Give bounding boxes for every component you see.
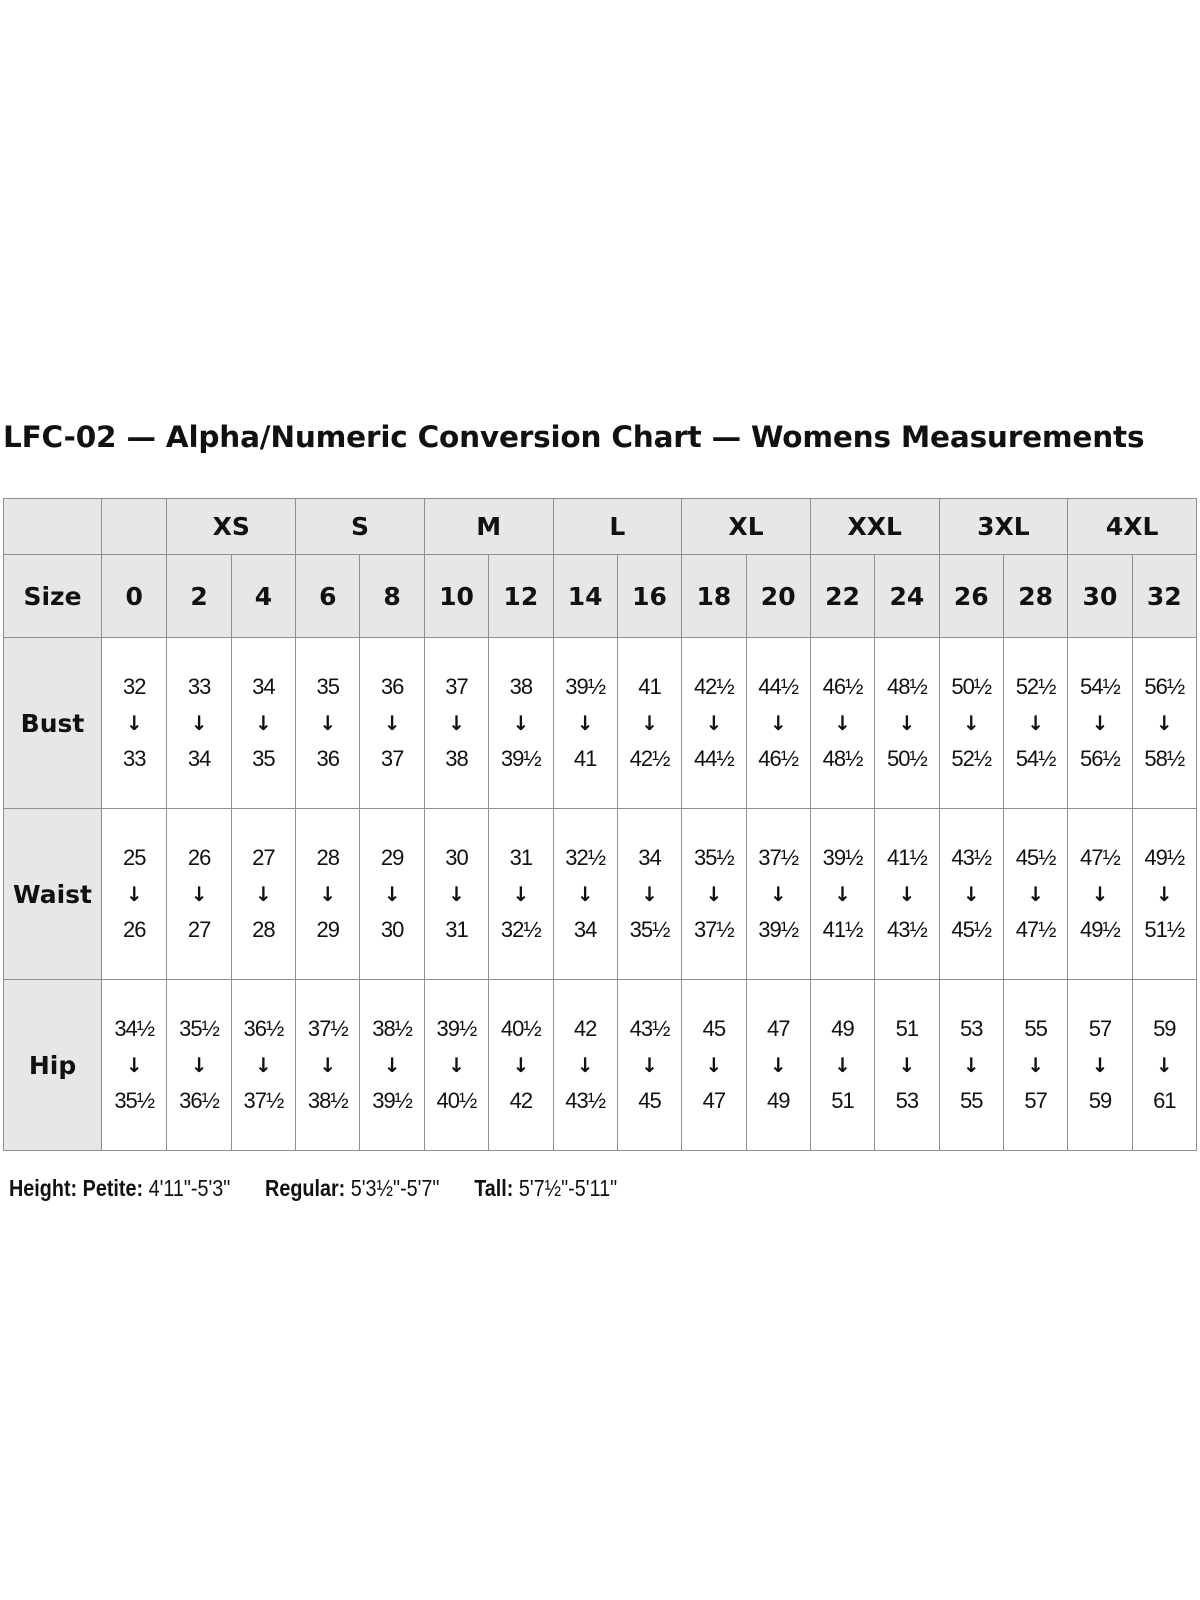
range-from-value: 34 bbox=[638, 845, 661, 870]
hip-range-cell bbox=[1003, 980, 1067, 1151]
range-to-value: 42 bbox=[509, 1088, 533, 1113]
regular-value: 5'3½"-5'7" bbox=[350, 1175, 440, 1201]
numeric-size-header: 6 bbox=[296, 555, 360, 638]
range-from-value: 32 bbox=[122, 674, 146, 699]
bust-range-cell bbox=[424, 638, 488, 809]
range-to-value: 46½ bbox=[758, 746, 799, 771]
range-from-value: 51 bbox=[895, 1016, 919, 1041]
range-to-value: 41 bbox=[573, 746, 597, 771]
range-from-value: 41 bbox=[638, 674, 661, 699]
waist-row-label: Waist bbox=[4, 809, 102, 980]
waist-range-cell bbox=[553, 809, 617, 980]
range-to-value: 50½ bbox=[886, 746, 927, 771]
down-arrow-icon: ↓ bbox=[1027, 882, 1044, 906]
range-to-value: 45½ bbox=[951, 917, 992, 942]
hip-range-cell bbox=[231, 980, 295, 1151]
bust-range-cell bbox=[102, 638, 167, 809]
waist-range-cell bbox=[875, 809, 939, 980]
down-arrow-icon: ↓ bbox=[512, 1053, 530, 1077]
range-to-value: 37½ bbox=[243, 1088, 284, 1113]
down-arrow-icon: ↓ bbox=[1027, 711, 1044, 735]
range-to-value: 56½ bbox=[1080, 746, 1120, 771]
range-from-value: 30 bbox=[445, 845, 468, 870]
numeric-size-header: 8 bbox=[360, 555, 424, 638]
range-to-value: 27 bbox=[187, 917, 211, 942]
range-from-value: 50½ bbox=[951, 674, 992, 699]
down-arrow-icon: ↓ bbox=[255, 711, 272, 735]
range-to-value: 59 bbox=[1088, 1088, 1112, 1113]
hip-range-cell bbox=[682, 980, 746, 1151]
numeric-size-header: 26 bbox=[939, 555, 1003, 638]
down-arrow-icon: ↓ bbox=[1091, 711, 1109, 735]
range-to-value: 34 bbox=[187, 746, 211, 771]
regular-label: Regular: bbox=[265, 1175, 346, 1201]
range-to-value: 32½ bbox=[500, 917, 541, 942]
range-to-value: 57 bbox=[1024, 1088, 1047, 1113]
range-to-value: 39½ bbox=[500, 746, 541, 771]
bust-range-cell bbox=[1003, 638, 1067, 809]
height-footnote bbox=[9, 1177, 617, 1200]
numeric-size-header: 2 bbox=[167, 555, 231, 638]
down-arrow-icon: ↓ bbox=[1155, 1053, 1173, 1077]
range-to-value: 39½ bbox=[372, 1088, 413, 1113]
range-from-value: 37½ bbox=[307, 1016, 348, 1041]
range-to-value: 43½ bbox=[565, 1088, 606, 1113]
hip-row-label: Hip bbox=[4, 980, 102, 1151]
range-from-value: 37 bbox=[445, 674, 468, 699]
down-arrow-icon: ↓ bbox=[962, 882, 980, 906]
range-from-value: 43½ bbox=[951, 845, 992, 870]
down-arrow-icon: ↓ bbox=[641, 711, 658, 735]
range-from-value: 38 bbox=[509, 674, 533, 699]
waist-range-cell bbox=[617, 809, 681, 980]
numeric-size-header: 4 bbox=[231, 555, 295, 638]
alpha-size-header: M bbox=[424, 499, 553, 555]
waist-range-cell bbox=[682, 809, 746, 980]
alpha-size-header: XXL bbox=[810, 499, 939, 555]
range-to-value: 26 bbox=[122, 917, 146, 942]
down-arrow-icon: ↓ bbox=[319, 711, 337, 735]
hip-range-cell bbox=[1132, 980, 1196, 1151]
hip-range-cell bbox=[810, 980, 874, 1151]
alpha-size-header: L bbox=[553, 499, 682, 555]
range-from-value: 28 bbox=[316, 845, 339, 870]
down-arrow-icon: ↓ bbox=[383, 1053, 401, 1077]
bust-range-cell bbox=[810, 638, 874, 809]
range-to-value: 39½ bbox=[758, 917, 799, 942]
range-from-value: 47½ bbox=[1080, 845, 1120, 870]
range-to-value: 52½ bbox=[951, 746, 992, 771]
range-from-value: 35 bbox=[316, 674, 339, 699]
numeric-size-row bbox=[4, 555, 1197, 638]
down-arrow-icon: ↓ bbox=[769, 711, 787, 735]
down-arrow-icon: ↓ bbox=[576, 882, 594, 906]
range-from-value: 43½ bbox=[629, 1016, 670, 1041]
range-from-value: 53 bbox=[960, 1016, 983, 1041]
bust-range-cell bbox=[1068, 638, 1132, 809]
petite-value: 4'11"-5'3" bbox=[148, 1175, 231, 1201]
down-arrow-icon: ↓ bbox=[769, 1053, 787, 1077]
waist-range-cell bbox=[1003, 809, 1067, 980]
down-arrow-icon: ↓ bbox=[255, 882, 272, 906]
range-from-value: 39½ bbox=[436, 1016, 477, 1041]
down-arrow-icon: ↓ bbox=[1091, 882, 1109, 906]
down-arrow-icon: ↓ bbox=[576, 1053, 594, 1077]
bust-range-cell bbox=[360, 638, 424, 809]
bust-range-cell bbox=[875, 638, 939, 809]
numeric-size-header: 32 bbox=[1132, 555, 1196, 638]
range-to-value: 54½ bbox=[1015, 746, 1056, 771]
range-from-value: 35½ bbox=[179, 1016, 219, 1041]
range-from-value: 39½ bbox=[822, 845, 863, 870]
down-arrow-icon: ↓ bbox=[898, 882, 916, 906]
range-from-value: 46½ bbox=[822, 674, 863, 699]
hip-range-cell bbox=[102, 980, 167, 1151]
range-to-value: 49 bbox=[766, 1088, 790, 1113]
down-arrow-icon: ↓ bbox=[705, 711, 723, 735]
range-to-value: 41½ bbox=[822, 917, 863, 942]
range-to-value: 33 bbox=[122, 746, 146, 771]
range-from-value: 45½ bbox=[1015, 845, 1056, 870]
range-to-value: 34 bbox=[573, 917, 597, 942]
range-to-value: 47 bbox=[702, 1088, 726, 1113]
range-from-value: 40½ bbox=[500, 1016, 541, 1041]
down-arrow-icon: ↓ bbox=[705, 882, 723, 906]
range-to-value: 38½ bbox=[307, 1088, 348, 1113]
down-arrow-icon: ↓ bbox=[705, 1053, 723, 1077]
waist-range-cell bbox=[489, 809, 553, 980]
range-from-value: 42½ bbox=[693, 674, 734, 699]
bust-row bbox=[4, 638, 1197, 809]
waist-range-cell bbox=[424, 809, 488, 980]
bust-range-cell bbox=[489, 638, 553, 809]
bust-range-cell bbox=[553, 638, 617, 809]
waist-range-cell bbox=[360, 809, 424, 980]
down-arrow-icon: ↓ bbox=[125, 882, 143, 906]
range-to-value: 30 bbox=[380, 917, 404, 942]
range-to-value: 53 bbox=[895, 1088, 919, 1113]
down-arrow-icon: ↓ bbox=[834, 882, 851, 906]
down-arrow-icon: ↓ bbox=[512, 711, 530, 735]
range-from-value: 59 bbox=[1153, 1016, 1176, 1041]
range-to-value: 45 bbox=[638, 1088, 661, 1113]
waist-range-cell bbox=[102, 809, 167, 980]
range-to-value: 36 bbox=[316, 746, 339, 771]
range-to-value: 44½ bbox=[693, 746, 734, 771]
waist-range-cell bbox=[231, 809, 295, 980]
range-from-value: 32½ bbox=[565, 845, 606, 870]
down-arrow-icon: ↓ bbox=[834, 711, 851, 735]
range-to-value: 35½ bbox=[629, 917, 670, 942]
bust-range-cell bbox=[939, 638, 1003, 809]
numeric-size-header: 28 bbox=[1003, 555, 1067, 638]
hip-range-cell bbox=[746, 980, 810, 1151]
numeric-size-header: 30 bbox=[1068, 555, 1132, 638]
waist-range-cell bbox=[939, 809, 1003, 980]
numeric-size-header: 22 bbox=[810, 555, 874, 638]
numeric-size-header: 14 bbox=[553, 555, 617, 638]
alpha-size-row bbox=[4, 499, 1197, 555]
range-to-value: 61 bbox=[1153, 1088, 1176, 1113]
down-arrow-icon: ↓ bbox=[641, 882, 658, 906]
range-to-value: 42½ bbox=[629, 746, 670, 771]
waist-range-cell bbox=[296, 809, 360, 980]
waist-range-cell bbox=[1068, 809, 1132, 980]
range-from-value: 42 bbox=[573, 1016, 597, 1041]
range-to-value: 48½ bbox=[822, 746, 863, 771]
range-from-value: 34 bbox=[252, 674, 275, 699]
range-to-value: 35½ bbox=[114, 1088, 155, 1113]
range-from-value: 27 bbox=[252, 845, 275, 870]
range-from-value: 25 bbox=[122, 845, 146, 870]
numeric-size-header: 20 bbox=[746, 555, 810, 638]
range-from-value: 34½ bbox=[114, 1016, 155, 1041]
numeric-size-header: 16 bbox=[617, 555, 681, 638]
down-arrow-icon: ↓ bbox=[125, 1053, 143, 1077]
range-to-value: 51½ bbox=[1144, 917, 1185, 942]
numeric-size-header: 0 bbox=[102, 555, 167, 638]
bust-row-label: Bust bbox=[4, 638, 102, 809]
alpha-size-header: 3XL bbox=[939, 499, 1068, 555]
alpha-blank-cell bbox=[102, 499, 167, 555]
petite-label: Petite: bbox=[82, 1175, 144, 1201]
range-to-value: 38 bbox=[445, 746, 468, 771]
alpha-size-header: XL bbox=[682, 499, 811, 555]
range-to-value: 36½ bbox=[179, 1088, 219, 1113]
tall-value: 5'7½"-5'11" bbox=[518, 1175, 618, 1201]
alpha-size-header: 4XL bbox=[1068, 499, 1197, 555]
hip-range-cell bbox=[617, 980, 681, 1151]
down-arrow-icon: ↓ bbox=[383, 711, 401, 735]
range-from-value: 26 bbox=[187, 845, 211, 870]
down-arrow-icon: ↓ bbox=[962, 711, 980, 735]
tall-label: Tall: bbox=[474, 1175, 514, 1201]
waist-range-cell bbox=[810, 809, 874, 980]
bust-range-cell bbox=[231, 638, 295, 809]
down-arrow-icon: ↓ bbox=[190, 1053, 208, 1077]
range-to-value: 37 bbox=[380, 746, 404, 771]
down-arrow-icon: ↓ bbox=[448, 882, 465, 906]
down-arrow-icon: ↓ bbox=[190, 711, 208, 735]
down-arrow-icon: ↓ bbox=[576, 711, 594, 735]
numeric-size-header: 18 bbox=[682, 555, 746, 638]
bust-range-cell bbox=[746, 638, 810, 809]
range-from-value: 36 bbox=[380, 674, 404, 699]
page-title: LFC-02 — Alpha/Numeric Conversion Chart — Womens Measurements bbox=[3, 420, 1145, 454]
hip-range-cell bbox=[489, 980, 553, 1151]
down-arrow-icon: ↓ bbox=[898, 711, 916, 735]
hip-range-cell bbox=[875, 980, 939, 1151]
down-arrow-icon: ↓ bbox=[383, 882, 401, 906]
range-to-value: 58½ bbox=[1144, 746, 1185, 771]
range-from-value: 54½ bbox=[1080, 674, 1120, 699]
range-from-value: 49½ bbox=[1144, 845, 1185, 870]
range-from-value: 33 bbox=[187, 674, 211, 699]
range-to-value: 40½ bbox=[436, 1088, 477, 1113]
bust-range-cell bbox=[1132, 638, 1196, 809]
down-arrow-icon: ↓ bbox=[834, 1053, 851, 1077]
down-arrow-icon: ↓ bbox=[512, 882, 530, 906]
range-from-value: 49 bbox=[831, 1016, 854, 1041]
alpha-size-header: XS bbox=[167, 499, 296, 555]
hip-range-cell bbox=[1068, 980, 1132, 1151]
alpha-size-header: S bbox=[296, 499, 425, 555]
size-conversion-table bbox=[3, 498, 1197, 1151]
hip-range-cell bbox=[553, 980, 617, 1151]
down-arrow-icon: ↓ bbox=[641, 1053, 658, 1077]
range-to-value: 31 bbox=[445, 917, 468, 942]
range-to-value: 37½ bbox=[693, 917, 734, 942]
down-arrow-icon: ↓ bbox=[1155, 711, 1173, 735]
range-from-value: 36½ bbox=[243, 1016, 284, 1041]
down-arrow-icon: ↓ bbox=[448, 1053, 465, 1077]
range-from-value: 35½ bbox=[693, 845, 734, 870]
range-from-value: 45 bbox=[702, 1016, 726, 1041]
down-arrow-icon: ↓ bbox=[319, 1053, 337, 1077]
hip-range-cell bbox=[939, 980, 1003, 1151]
down-arrow-icon: ↓ bbox=[1155, 882, 1173, 906]
waist-range-cell bbox=[1132, 809, 1196, 980]
height-label: Height: bbox=[9, 1175, 78, 1201]
bust-range-cell bbox=[682, 638, 746, 809]
range-to-value: 49½ bbox=[1080, 917, 1120, 942]
range-to-value: 47½ bbox=[1015, 917, 1056, 942]
range-from-value: 47 bbox=[766, 1016, 790, 1041]
bust-range-cell bbox=[617, 638, 681, 809]
range-from-value: 31 bbox=[509, 845, 533, 870]
down-arrow-icon: ↓ bbox=[1091, 1053, 1109, 1077]
hip-range-cell bbox=[360, 980, 424, 1151]
range-from-value: 29 bbox=[380, 845, 404, 870]
waist-range-cell bbox=[167, 809, 231, 980]
range-from-value: 38½ bbox=[372, 1016, 413, 1041]
range-to-value: 43½ bbox=[886, 917, 927, 942]
down-arrow-icon: ↓ bbox=[255, 1053, 272, 1077]
range-from-value: 44½ bbox=[758, 674, 799, 699]
range-to-value: 35 bbox=[252, 746, 275, 771]
down-arrow-icon: ↓ bbox=[962, 1053, 980, 1077]
range-to-value: 55 bbox=[960, 1088, 983, 1113]
numeric-size-header: 12 bbox=[489, 555, 553, 638]
hip-range-cell bbox=[296, 980, 360, 1151]
size-row-label: Size bbox=[4, 555, 102, 638]
hip-range-cell bbox=[167, 980, 231, 1151]
range-from-value: 52½ bbox=[1015, 674, 1056, 699]
down-arrow-icon: ↓ bbox=[190, 882, 208, 906]
bust-range-cell bbox=[296, 638, 360, 809]
range-to-value: 28 bbox=[252, 917, 275, 942]
corner-cell bbox=[4, 499, 102, 555]
numeric-size-header: 24 bbox=[875, 555, 939, 638]
range-from-value: 56½ bbox=[1144, 674, 1185, 699]
down-arrow-icon: ↓ bbox=[448, 711, 465, 735]
down-arrow-icon: ↓ bbox=[1027, 1053, 1044, 1077]
range-to-value: 29 bbox=[316, 917, 339, 942]
down-arrow-icon: ↓ bbox=[898, 1053, 916, 1077]
range-from-value: 37½ bbox=[758, 845, 799, 870]
waist-row bbox=[4, 809, 1197, 980]
range-from-value: 48½ bbox=[886, 674, 927, 699]
numeric-size-header: 10 bbox=[424, 555, 488, 638]
down-arrow-icon: ↓ bbox=[769, 882, 787, 906]
hip-row bbox=[4, 980, 1197, 1151]
range-from-value: 39½ bbox=[565, 674, 606, 699]
hip-range-cell bbox=[424, 980, 488, 1151]
bust-range-cell bbox=[167, 638, 231, 809]
waist-range-cell bbox=[746, 809, 810, 980]
down-arrow-icon: ↓ bbox=[319, 882, 337, 906]
range-from-value: 57 bbox=[1088, 1016, 1112, 1041]
range-from-value: 41½ bbox=[886, 845, 927, 870]
range-from-value: 55 bbox=[1024, 1016, 1047, 1041]
down-arrow-icon: ↓ bbox=[125, 711, 143, 735]
range-to-value: 51 bbox=[831, 1088, 854, 1113]
